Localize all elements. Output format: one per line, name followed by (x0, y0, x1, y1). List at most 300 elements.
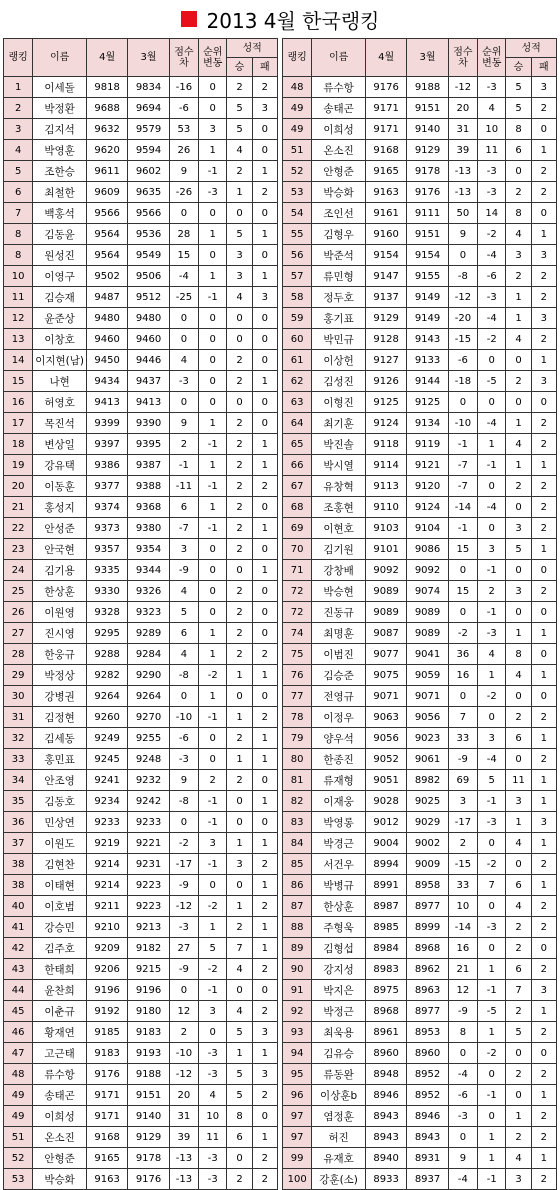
table-row (4, 896, 278, 917)
win-cell: 0 (227, 560, 252, 581)
april-score-cell: 9564 (86, 224, 127, 245)
april-score-cell: 9460 (86, 329, 127, 350)
march-score-cell: 9119 (407, 434, 448, 455)
loss-cell: 0 (252, 308, 277, 329)
name-cell: 류수항 (33, 1064, 87, 1085)
table-row (283, 203, 557, 224)
rank-cell: 68 (283, 497, 312, 518)
march-score-cell: 9387 (128, 455, 169, 476)
win-cell: 7 (227, 938, 252, 959)
rank-change-cell: -1 (199, 854, 227, 875)
rank-change-cell: 0 (478, 350, 506, 371)
rank-cell: 78 (283, 707, 312, 728)
score-diff-cell: -12 (169, 1064, 198, 1085)
name-cell: 안성준 (33, 518, 87, 539)
table-row (283, 119, 557, 140)
loss-cell: 1 (531, 350, 556, 371)
name-cell: 박승화 (33, 1169, 87, 1190)
rank-cell: 72 (283, 602, 312, 623)
march-score-cell: 9284 (128, 644, 169, 665)
win-cell: 2 (227, 539, 252, 560)
rank-change-cell: 1 (199, 224, 227, 245)
table-row (4, 266, 278, 287)
rank-change-cell: 4 (478, 644, 506, 665)
april-score-cell: 9196 (86, 980, 127, 1001)
table-row (283, 350, 557, 371)
rank-change-cell: -1 (478, 560, 506, 581)
rank-cell: 75 (283, 644, 312, 665)
score-diff-cell: -13 (448, 182, 477, 203)
header-win: 승 (506, 58, 531, 77)
rank-change-cell: 3 (478, 728, 506, 749)
loss-cell: 2 (252, 1169, 277, 1190)
april-score-cell: 9219 (86, 833, 127, 854)
april-score-cell: 9234 (86, 791, 127, 812)
name-cell: 송태곤 (33, 1085, 87, 1106)
win-cell: 4 (227, 140, 252, 161)
name-cell: 김유승 (312, 1043, 366, 1064)
rank-cell: 20 (4, 476, 33, 497)
march-score-cell: 9579 (128, 119, 169, 140)
score-diff-cell: 26 (169, 140, 198, 161)
name-cell: 이상헌 (312, 350, 366, 371)
score-diff-cell: 2 (448, 833, 477, 854)
name-cell: 조홍현 (312, 497, 366, 518)
table-row (283, 581, 557, 602)
march-score-cell: 8937 (407, 1169, 448, 1190)
april-score-cell: 8960 (365, 1043, 406, 1064)
rank-change-cell: -1 (478, 455, 506, 476)
table-row (4, 539, 278, 560)
loss-cell: 1 (531, 833, 556, 854)
rank-change-cell: -3 (478, 812, 506, 833)
name-cell: 류재형 (312, 770, 366, 791)
rank-cell: 38 (4, 875, 33, 896)
score-diff-cell: 4 (169, 350, 198, 371)
rank-change-cell: -2 (478, 329, 506, 350)
loss-cell: 1 (252, 728, 277, 749)
march-score-cell: 8960 (407, 1043, 448, 1064)
rank-change-cell: 0 (199, 602, 227, 623)
loss-cell: 3 (252, 98, 277, 119)
win-cell: 1 (506, 1106, 531, 1127)
win-cell: 6 (506, 140, 531, 161)
rank-change-cell: -1 (478, 602, 506, 623)
name-cell: 전영규 (312, 686, 366, 707)
loss-cell: 0 (252, 392, 277, 413)
win-cell: 2 (227, 497, 252, 518)
rank-cell: 74 (283, 623, 312, 644)
table-row (283, 1106, 557, 1127)
rank-cell: 80 (283, 749, 312, 770)
rank-cell: 53 (4, 1169, 33, 1190)
win-cell: 8 (506, 644, 531, 665)
march-score-cell: 9233 (128, 812, 169, 833)
name-cell: 김승준 (312, 665, 366, 686)
table-row (283, 413, 557, 434)
header-record: 성적 (506, 39, 557, 58)
win-cell: 3 (506, 581, 531, 602)
april-score-cell: 9103 (365, 518, 406, 539)
april-score-cell: 9129 (365, 308, 406, 329)
loss-cell: 2 (531, 1064, 556, 1085)
red-square-icon (181, 11, 197, 27)
rank-change-cell: 0 (199, 392, 227, 413)
loss-cell: 2 (252, 1001, 277, 1022)
april-score-cell: 9124 (365, 413, 406, 434)
table-row (4, 350, 278, 371)
march-score-cell: 9188 (128, 1064, 169, 1085)
rank-cell: 4 (4, 140, 33, 161)
win-cell: 0 (506, 686, 531, 707)
win-cell: 0 (506, 350, 531, 371)
score-diff-cell: -6 (448, 1085, 477, 1106)
table-row (4, 560, 278, 581)
win-cell: 2 (227, 350, 252, 371)
rank-cell: 51 (283, 140, 312, 161)
win-cell: 2 (506, 1001, 531, 1022)
name-cell: 박준석 (312, 245, 366, 266)
rank-cell: 49 (283, 98, 312, 119)
march-score-cell: 9089 (407, 602, 448, 623)
ranking-rows-right (283, 77, 557, 1190)
march-score-cell: 9129 (407, 140, 448, 161)
win-cell: 5 (506, 98, 531, 119)
rank-cell: 63 (283, 392, 312, 413)
march-score-cell: 9023 (407, 728, 448, 749)
march-score-cell: 9056 (407, 707, 448, 728)
rank-cell: 100 (283, 1169, 312, 1190)
april-score-cell: 9089 (365, 581, 406, 602)
rank-cell: 26 (4, 602, 33, 623)
table-row (4, 1169, 278, 1190)
win-cell: 2 (227, 602, 252, 623)
april-score-cell: 9126 (365, 371, 406, 392)
loss-cell: 1 (531, 770, 556, 791)
table-row (283, 371, 557, 392)
score-diff-cell: 0 (169, 308, 198, 329)
loss-cell: 0 (252, 203, 277, 224)
score-diff-cell: 28 (169, 224, 198, 245)
march-score-cell: 9248 (128, 749, 169, 770)
score-diff-cell: 36 (448, 644, 477, 665)
score-diff-cell: -8 (169, 791, 198, 812)
score-diff-cell: 53 (169, 119, 198, 140)
header-loss: 패 (252, 58, 277, 77)
win-cell: 0 (227, 791, 252, 812)
march-score-cell: 9437 (128, 371, 169, 392)
rank-change-cell: -2 (478, 686, 506, 707)
loss-cell: 3 (531, 980, 556, 1001)
name-cell: 김기원 (312, 539, 366, 560)
table-row (283, 455, 557, 476)
score-diff-cell: -16 (169, 77, 198, 98)
header-record: 성적 (227, 39, 278, 58)
score-diff-cell: -6 (448, 350, 477, 371)
march-score-cell: 9536 (128, 224, 169, 245)
ranking-table-right (282, 38, 557, 1190)
name-cell: 이희성 (312, 119, 366, 140)
april-score-cell: 8968 (365, 1001, 406, 1022)
march-score-cell: 9834 (128, 77, 169, 98)
table-row (4, 1001, 278, 1022)
score-diff-cell: 7 (448, 707, 477, 728)
win-cell: 1 (227, 665, 252, 686)
win-cell: 0 (227, 203, 252, 224)
rank-cell: 17 (4, 413, 33, 434)
name-cell: 박정상 (33, 665, 87, 686)
april-score-cell: 9087 (365, 623, 406, 644)
loss-cell: 0 (531, 686, 556, 707)
rank-cell: 12 (4, 308, 33, 329)
win-cell: 1 (506, 287, 531, 308)
win-cell: 2 (227, 518, 252, 539)
rank-cell: 41 (4, 917, 33, 938)
name-cell: 안형준 (33, 1148, 87, 1169)
march-score-cell: 9395 (128, 434, 169, 455)
page-header (0, 0, 560, 38)
march-score-cell: 9368 (128, 497, 169, 518)
march-score-cell: 9232 (128, 770, 169, 791)
rank-change-cell: -1 (199, 287, 227, 308)
win-cell: 3 (227, 245, 252, 266)
score-diff-cell: 0 (448, 1043, 477, 1064)
table-row (283, 182, 557, 203)
rank-change-cell: 0 (478, 707, 506, 728)
loss-cell: 3 (531, 812, 556, 833)
april-score-cell: 9480 (86, 308, 127, 329)
name-cell: 양우석 (312, 728, 366, 749)
score-diff-cell: 6 (169, 497, 198, 518)
score-diff-cell: -7 (448, 476, 477, 497)
win-cell: 4 (506, 896, 531, 917)
score-diff-cell: -9 (169, 875, 198, 896)
win-cell: 4 (506, 833, 531, 854)
rank-change-cell: 1 (199, 917, 227, 938)
rank-cell: 28 (4, 644, 33, 665)
april-score-cell: 9176 (86, 1064, 127, 1085)
table-row (4, 329, 278, 350)
table-row (4, 182, 278, 203)
table-row (283, 665, 557, 686)
loss-cell: 2 (531, 1169, 556, 1190)
april-score-cell: 8991 (365, 875, 406, 896)
rank-change-cell: 0 (199, 371, 227, 392)
rank-cell: 21 (4, 497, 33, 518)
win-cell: 3 (506, 245, 531, 266)
win-cell: 2 (227, 371, 252, 392)
loss-cell: 2 (252, 854, 277, 875)
win-cell: 1 (227, 896, 252, 917)
loss-cell: 1 (531, 728, 556, 749)
march-score-cell: 8977 (407, 896, 448, 917)
score-diff-cell: 0 (448, 686, 477, 707)
header-march: 3월 (407, 39, 448, 77)
rank-change-cell: 0 (199, 749, 227, 770)
name-cell: 홍기표 (312, 308, 366, 329)
name-cell: 이춘규 (33, 1001, 87, 1022)
score-diff-cell: 21 (448, 959, 477, 980)
win-cell: 0 (227, 812, 252, 833)
table-row (283, 896, 557, 917)
win-cell: 1 (227, 749, 252, 770)
rank-change-cell: -1 (199, 812, 227, 833)
name-cell: 박승현 (312, 581, 366, 602)
march-score-cell: 9223 (128, 896, 169, 917)
header-rank: 랭킹 (283, 39, 312, 77)
table-row (283, 77, 557, 98)
win-cell: 2 (506, 476, 531, 497)
rank-change-cell: 0 (199, 728, 227, 749)
march-score-cell: 9129 (128, 1127, 169, 1148)
table-row (283, 1127, 557, 1148)
april-score-cell: 9118 (365, 434, 406, 455)
win-cell: 0 (506, 602, 531, 623)
rank-cell: 48 (283, 77, 312, 98)
march-score-cell: 9092 (407, 560, 448, 581)
rank-cell: 99 (283, 1148, 312, 1169)
name-cell: 김주호 (33, 938, 87, 959)
loss-cell: 2 (531, 497, 556, 518)
name-cell: 주형욱 (312, 917, 366, 938)
table-row (4, 581, 278, 602)
rank-cell: 49 (4, 1085, 33, 1106)
table-row (4, 707, 278, 728)
table-row (283, 476, 557, 497)
score-diff-cell: 15 (448, 581, 477, 602)
april-score-cell: 9168 (365, 140, 406, 161)
table-row (283, 140, 557, 161)
name-cell: 이세돌 (33, 77, 87, 98)
win-cell: 2 (506, 707, 531, 728)
win-cell: 0 (506, 1043, 531, 1064)
loss-cell: 2 (252, 476, 277, 497)
score-diff-cell: 8 (448, 1022, 477, 1043)
rank-change-cell: -3 (478, 182, 506, 203)
loss-cell: 2 (531, 518, 556, 539)
win-cell: 5 (227, 1022, 252, 1043)
win-cell: 4 (506, 329, 531, 350)
loss-cell: 3 (531, 245, 556, 266)
rank-cell: 46 (4, 1022, 33, 1043)
score-diff-cell: -14 (448, 497, 477, 518)
table-row (4, 161, 278, 182)
rank-change-cell: 1 (199, 266, 227, 287)
win-cell: 0 (227, 686, 252, 707)
score-diff-cell: 9 (448, 1148, 477, 1169)
loss-cell: 2 (531, 1106, 556, 1127)
april-score-cell: 9206 (86, 959, 127, 980)
april-score-cell: 9161 (365, 203, 406, 224)
rank-change-cell: 1 (478, 434, 506, 455)
rank-cell: 47 (4, 1043, 33, 1064)
table-row (283, 245, 557, 266)
loss-cell: 1 (252, 665, 277, 686)
win-cell: 1 (227, 1043, 252, 1064)
table-row (283, 980, 557, 1001)
score-diff-cell: 3 (448, 791, 477, 812)
name-cell: 김성진 (312, 371, 366, 392)
april-score-cell: 9052 (365, 749, 406, 770)
table-row (283, 728, 557, 749)
score-diff-cell: 3 (169, 539, 198, 560)
rank-cell: 95 (283, 1064, 312, 1085)
rank-cell: 92 (283, 1001, 312, 1022)
rank-cell: 45 (4, 1001, 33, 1022)
table-row (283, 644, 557, 665)
win-cell: 8 (506, 203, 531, 224)
rank-cell: 89 (283, 938, 312, 959)
rank-change-cell: 1 (478, 1022, 506, 1043)
april-score-cell: 9113 (365, 476, 406, 497)
loss-cell: 2 (531, 1127, 556, 1148)
name-cell: 진시영 (33, 623, 87, 644)
rank-change-cell: -2 (478, 854, 506, 875)
score-diff-cell: 2 (169, 434, 198, 455)
win-cell: 2 (227, 1169, 252, 1190)
rank-cell: 66 (283, 455, 312, 476)
rank-cell: 11 (4, 287, 33, 308)
rank-cell: 59 (283, 308, 312, 329)
name-cell: 박영훈 (33, 140, 87, 161)
score-diff-cell: 0 (448, 560, 477, 581)
march-score-cell: 9151 (128, 1085, 169, 1106)
rank-change-cell: 0 (478, 392, 506, 413)
loss-cell: 2 (252, 77, 277, 98)
april-score-cell: 9450 (86, 350, 127, 371)
table-row (283, 854, 557, 875)
march-score-cell: 9231 (128, 854, 169, 875)
table-row (283, 770, 557, 791)
header-rank: 랭킹 (4, 39, 33, 77)
table-row (4, 371, 278, 392)
table-row (4, 1022, 278, 1043)
table-row (283, 266, 557, 287)
score-diff-cell: -15 (448, 329, 477, 350)
rank-change-cell: -3 (478, 287, 506, 308)
score-diff-cell: 0 (169, 392, 198, 413)
april-score-cell: 9137 (365, 287, 406, 308)
april-score-cell: 9487 (86, 287, 127, 308)
rank-change-cell: 0 (478, 833, 506, 854)
win-cell: 4 (506, 665, 531, 686)
score-diff-cell: 0 (169, 329, 198, 350)
score-diff-cell: -4 (169, 266, 198, 287)
table-row (4, 476, 278, 497)
loss-cell: 2 (531, 182, 556, 203)
rank-change-cell: -3 (199, 1169, 227, 1190)
win-cell: 3 (506, 518, 531, 539)
rank-change-cell: -2 (199, 896, 227, 917)
rank-cell: 36 (4, 812, 33, 833)
table-row (4, 245, 278, 266)
rank-cell: 64 (283, 413, 312, 434)
header-score-diff: 점수차 (448, 39, 477, 77)
rank-cell: 43 (4, 959, 33, 980)
april-score-cell: 9688 (86, 98, 127, 119)
loss-cell: 0 (252, 770, 277, 791)
april-score-cell: 9171 (86, 1085, 127, 1106)
win-cell: 2 (506, 182, 531, 203)
rank-cell: 27 (4, 623, 33, 644)
loss-cell: 2 (531, 854, 556, 875)
april-score-cell: 9566 (86, 203, 127, 224)
loss-cell: 2 (531, 266, 556, 287)
win-cell: 0 (506, 1085, 531, 1106)
march-score-cell: 9512 (128, 287, 169, 308)
april-score-cell: 9004 (365, 833, 406, 854)
name-cell: 안형준 (312, 161, 366, 182)
